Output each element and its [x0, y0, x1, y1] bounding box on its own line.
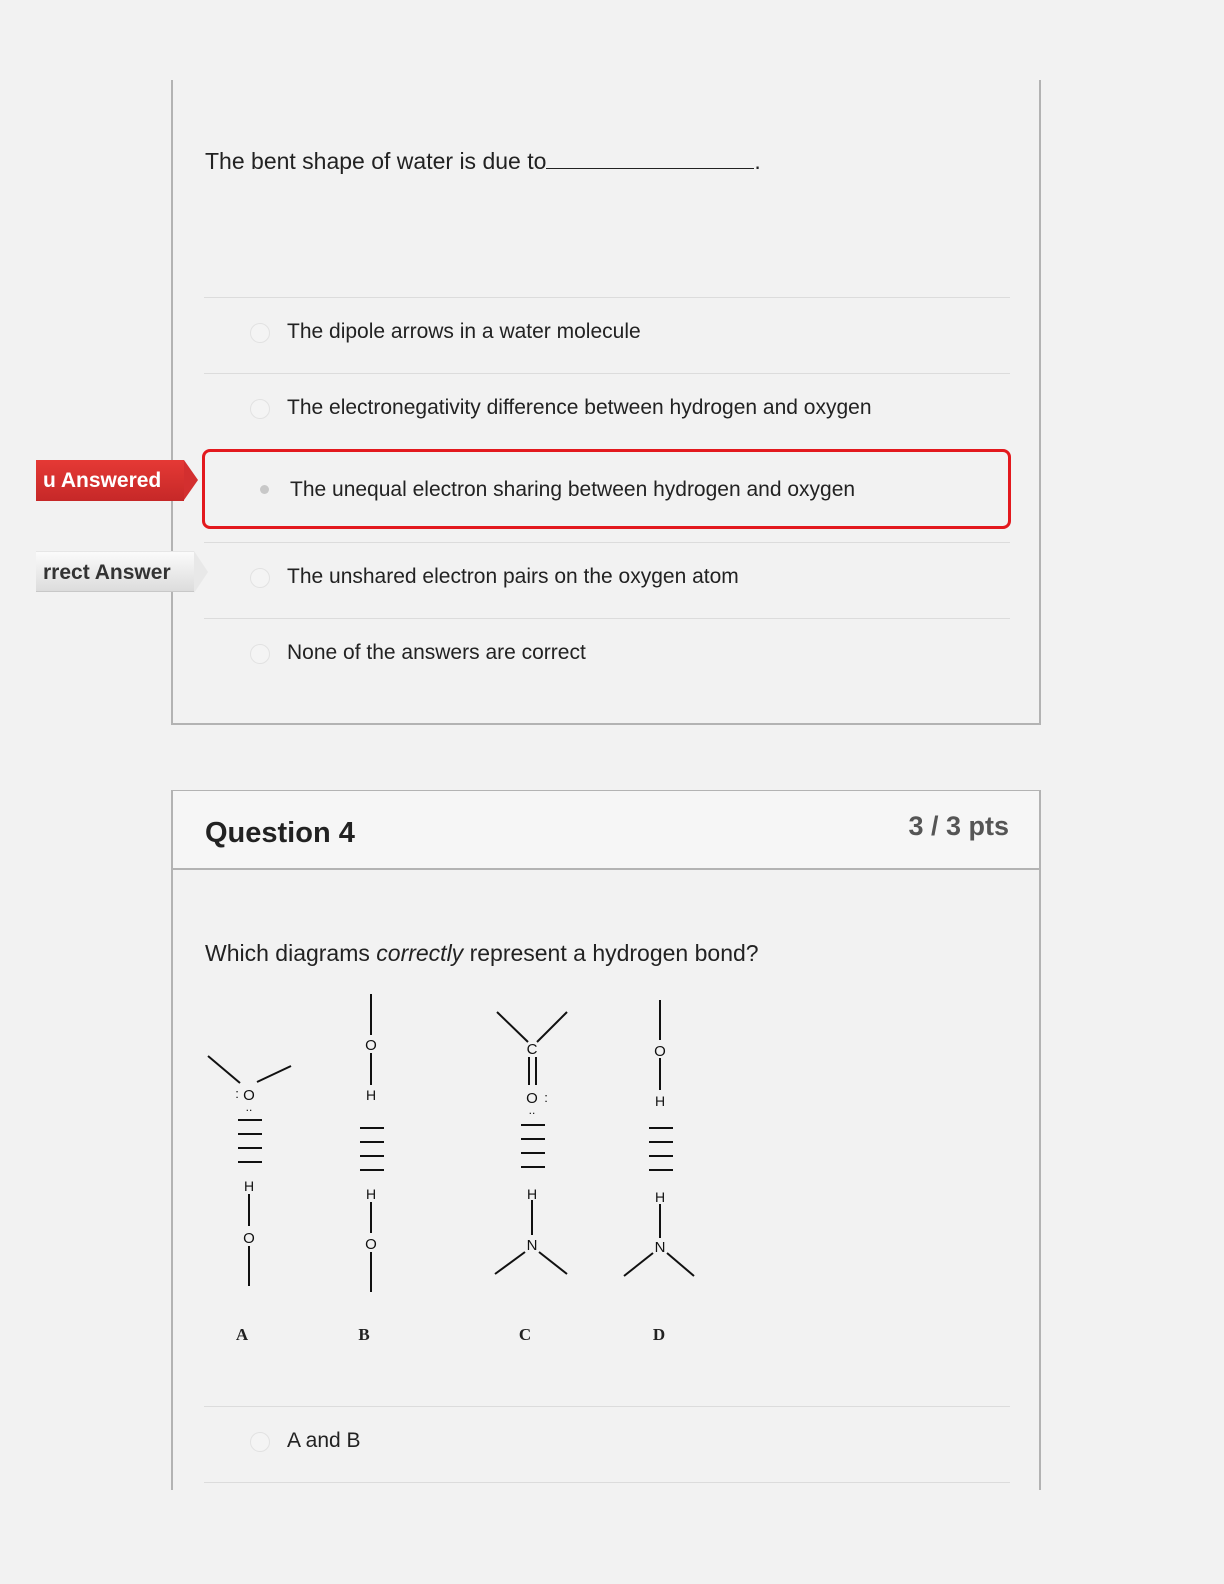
atom-nitrogen: N: [654, 1239, 666, 1256]
question-4-header: [171, 790, 1041, 870]
correct-answer-ribbon: rrect Answer: [36, 551, 194, 592]
answer-label: None of the answers are correct: [287, 641, 586, 664]
atom-oxygen: O: [654, 1043, 666, 1060]
diagram-label-a: A: [235, 1325, 249, 1344]
atom-carbon: C: [526, 1041, 538, 1058]
atom-oxygen: O: [365, 1236, 377, 1253]
lone-pair-dots: ..: [528, 1103, 536, 1117]
fill-in-blank: [546, 150, 754, 169]
q4-answer-option-1[interactable]: [204, 1406, 1010, 1483]
atom-nitrogen: N: [526, 1237, 538, 1254]
radio-button[interactable]: [250, 568, 270, 588]
lone-pair-dots: :: [544, 1090, 548, 1105]
answer-option-1[interactable]: [204, 297, 1010, 372]
question-4-text-after: represent a hydrogen bond?: [463, 940, 759, 966]
question-4-title: Question 4: [205, 817, 355, 849]
atom-hydrogen: H: [365, 1186, 377, 1202]
atom-oxygen: O: [243, 1087, 255, 1104]
answer-label: The dipole arrows in a water molecule: [287, 320, 641, 343]
answer-option-4[interactable]: [204, 542, 1010, 617]
answer-label: The electronegativity difference between hydrogen and oxygen: [287, 396, 872, 419]
you-answered-ribbon: u Answered: [36, 460, 184, 501]
radio-button[interactable]: [250, 644, 270, 664]
answer-option-2[interactable]: [204, 373, 1010, 448]
radio-button[interactable]: [250, 323, 270, 343]
question-3-stem: The bent shape of water is due to: [205, 148, 547, 174]
answer-option-3-selected[interactable]: [202, 449, 1011, 529]
atom-hydrogen: H: [654, 1189, 666, 1205]
atom-hydrogen: H: [654, 1093, 666, 1109]
radio-button[interactable]: [250, 1432, 270, 1452]
question-3-text: [205, 148, 761, 175]
radio-button[interactable]: [250, 399, 270, 419]
answer-option-5[interactable]: [204, 618, 1010, 693]
lone-pair-dots: ..: [245, 1100, 253, 1114]
answer-label: The unshared electron pairs on the oxygen atom: [287, 565, 739, 588]
atom-hydrogen: H: [526, 1186, 538, 1202]
atom-oxygen: O: [365, 1037, 377, 1054]
radio-button-selected[interactable]: [255, 480, 275, 500]
answer-label: The unequal electron sharing between hydrogen and oxygen: [290, 478, 856, 501]
diagram-label-d: D: [652, 1325, 666, 1344]
answer-label: A and B: [287, 1429, 361, 1452]
question-4-text-before: Which diagrams: [205, 940, 377, 966]
diagram-label-b: B: [358, 1325, 370, 1344]
diagram-label-c: C: [518, 1325, 532, 1344]
question-4-emphasis: correctly: [376, 940, 464, 966]
question-4-text: [205, 940, 759, 967]
question-3-period: .: [754, 148, 761, 174]
atom-oxygen: O: [526, 1090, 538, 1107]
atom-hydrogen: H: [365, 1087, 377, 1103]
atom-oxygen: O: [243, 1230, 255, 1247]
hydrogen-bond-diagrams: [195, 990, 715, 1360]
atom-hydrogen: H: [243, 1178, 255, 1194]
lone-pair-dots: :: [235, 1086, 239, 1101]
question-4-points: 3 / 3 pts: [908, 811, 1009, 841]
